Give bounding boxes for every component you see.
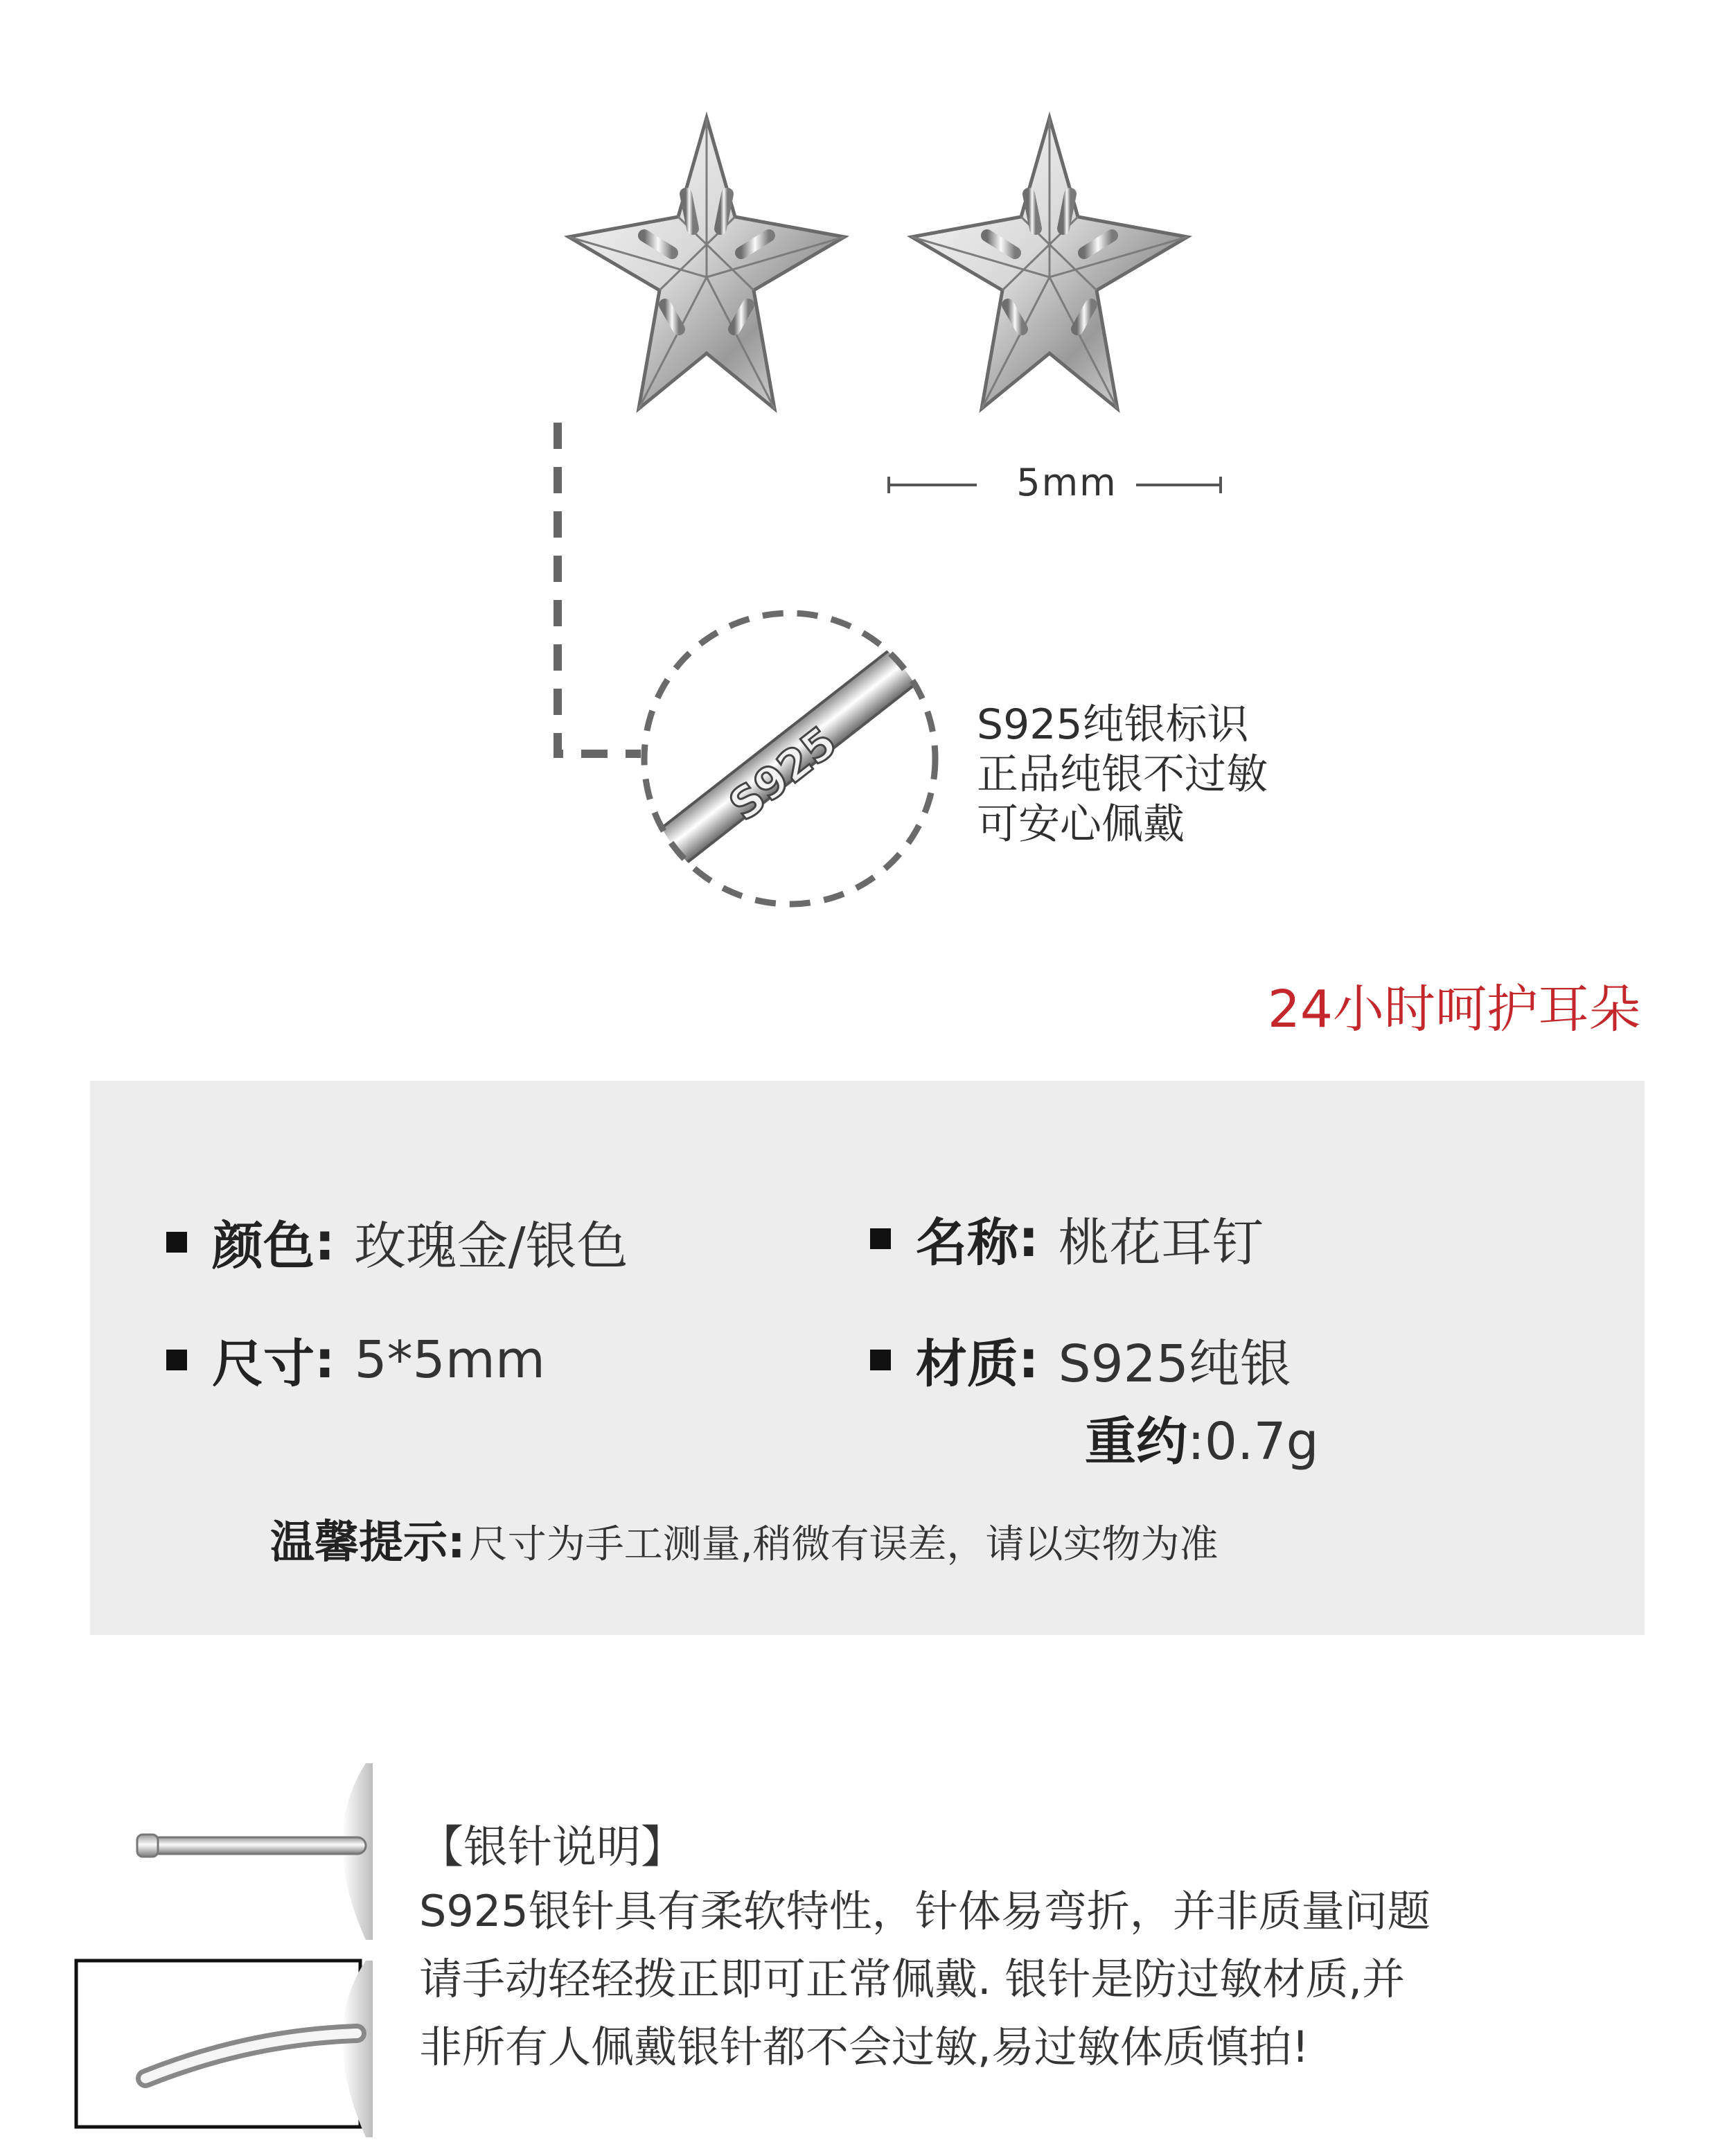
spec-name [870, 1202, 1264, 1275]
tip-label: 温馨提示: [270, 1517, 466, 1569]
pin-info-title: 【银针说明】 [419, 1822, 685, 1873]
spec-colon: : [315, 1330, 335, 1390]
pin-stamp: S925 [719, 716, 847, 831]
pin-info-line: 请手动轻轻拨正即可正常佩戴. 银针是防过敏材质,并 [419, 1954, 1406, 2004]
care-tagline: 24小时呵护耳朵 [1267, 980, 1640, 1039]
star-earring-left [569, 118, 844, 409]
measurement-tip [270, 1507, 1219, 1571]
star-earring-right [912, 118, 1187, 409]
bent-pin-icon [76, 1961, 373, 2137]
spec-panel [90, 1081, 1645, 1635]
pin-info-line: S925银针具有柔软特性，针体易弯折，并非质量问题 [419, 1886, 1431, 1936]
spec-material [870, 1323, 1291, 1397]
hallmark-line: 可安心佩戴 [977, 800, 1185, 849]
tip-text: 尺寸为手工测量,稍微有误差，请以实物为准 [468, 1522, 1219, 1567]
product-illustration [0, 0, 1718, 914]
spec-key: 名称 [916, 1213, 1018, 1273]
leader-line [558, 423, 641, 754]
spec-value: :0.7g [1187, 1412, 1319, 1472]
spec-key: 颜色 [212, 1217, 315, 1276]
hallmark-note [977, 700, 1268, 849]
dimension-label: 5mm [1016, 461, 1117, 504]
bullet-square [870, 1350, 891, 1370]
spec-value: S925纯银 [1058, 1334, 1291, 1394]
spec-colon: : [315, 1212, 335, 1272]
spec-weight [1085, 1401, 1319, 1474]
hallmark-line: 正品纯银不过敏 [977, 750, 1268, 799]
pin-info-text [419, 1877, 1431, 2081]
spec-color [166, 1205, 628, 1279]
bullet-square [870, 1228, 891, 1249]
spec-key: 重约 [1085, 1412, 1187, 1472]
pin-info-line: 非所有人佩戴银针都不会过敏,易过敏体质慎拍! [419, 2022, 1309, 2072]
spec-key: 尺寸 [212, 1334, 315, 1394]
spec-key: 材质 [916, 1334, 1018, 1394]
bullet-square [166, 1232, 187, 1253]
straight-pin-icon [137, 1763, 373, 1940]
hallmark-line: S925纯银标识 [977, 700, 1249, 749]
spec-colon: : [1018, 1209, 1039, 1269]
bullet-square [166, 1350, 187, 1370]
spec-value: 玫瑰金/银色 [354, 1217, 628, 1276]
pin-comparison-illustration [69, 1753, 388, 2141]
spec-size [166, 1323, 545, 1397]
spec-value: 桃花耳钉 [1058, 1213, 1264, 1273]
spec-value: 5*5mm [354, 1330, 545, 1390]
spec-colon: : [1018, 1330, 1039, 1390]
